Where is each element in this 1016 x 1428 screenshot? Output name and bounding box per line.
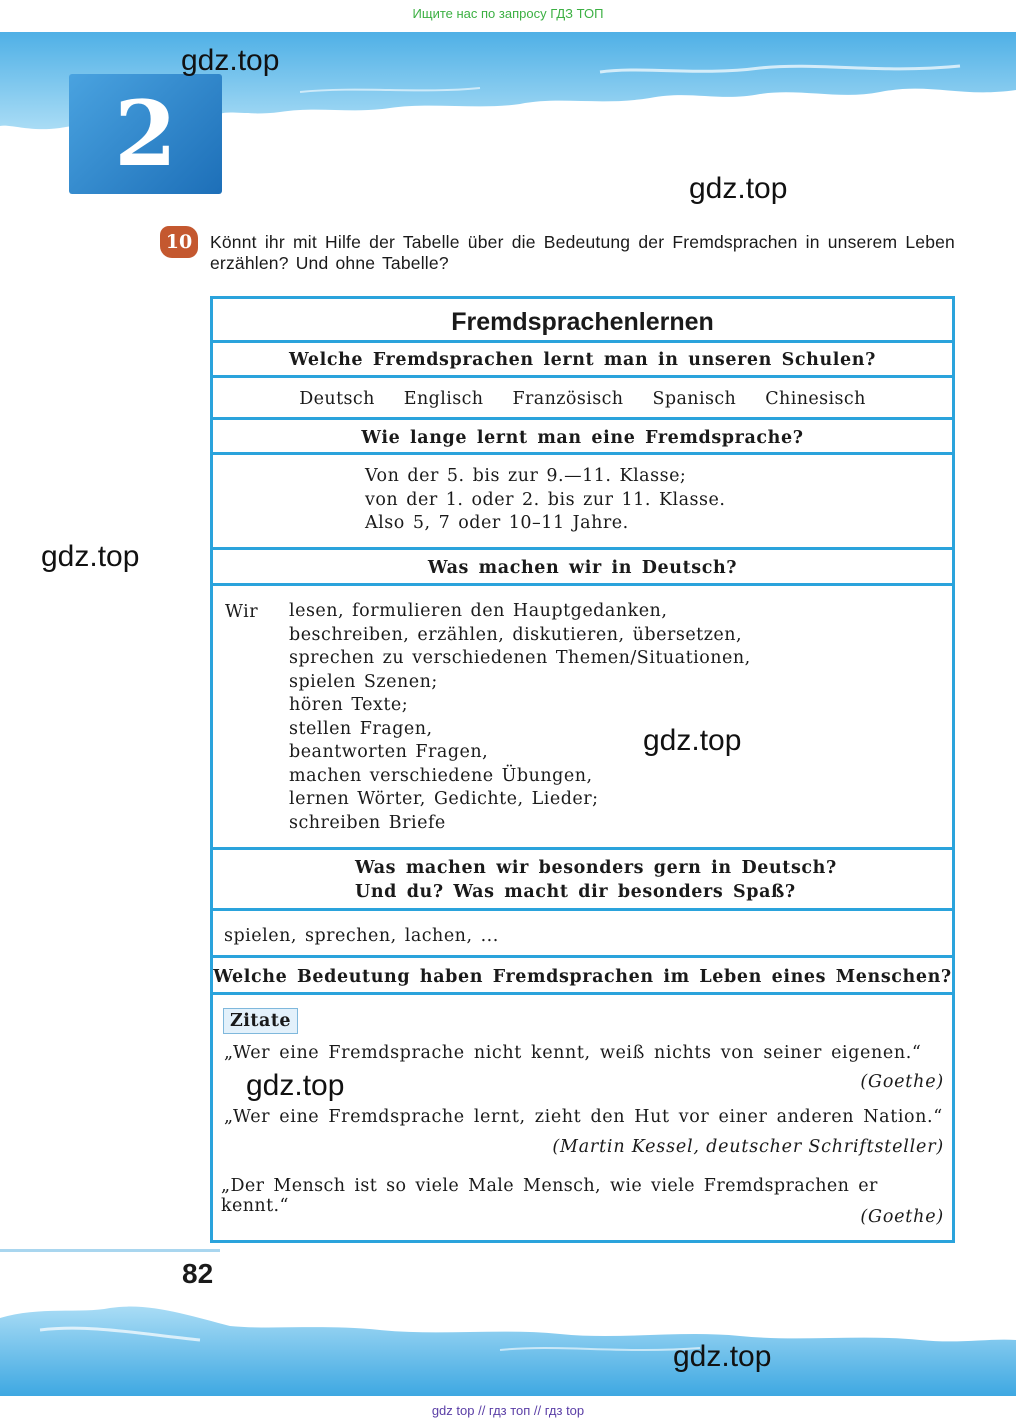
question-meaning: Welche Bedeutung haben Fremdsprachen im Leben eines Menschen?	[213, 967, 952, 987]
table-title: Fremdsprachenlernen	[451, 308, 714, 336]
languages-row	[213, 385, 952, 413]
language-item: Spanisch	[652, 389, 737, 409]
language-item: Französisch	[512, 389, 624, 409]
activity-line: sprechen zu verschiedenen Themen/Situationen,	[289, 648, 751, 668]
fremdsprachen-table	[210, 296, 955, 1243]
quote-author: (Goethe)	[860, 1072, 944, 1092]
question-activities: Was machen wir in Deutsch?	[427, 558, 738, 578]
page-number-rule	[0, 1249, 220, 1252]
duration-text	[365, 465, 925, 536]
zitate-label: Zitate	[223, 1008, 298, 1034]
question-languages: Welche Fremdsprachen lernt man in unseren Schulen?	[289, 350, 876, 370]
page-number: 82	[182, 1258, 214, 1289]
activity-line: machen verschiedene Übungen,	[289, 765, 593, 786]
activities-list	[289, 600, 929, 835]
question-favorites-line: Was machen wir besonders gern in Deutsch?	[355, 858, 837, 878]
duration-line: Von der 5. bis zur 9.—11. Klasse;	[365, 466, 687, 486]
duration-line: von der 1. oder 2. bis zur 11. Klasse.	[365, 489, 726, 510]
language-item: Chinesisch	[765, 389, 866, 409]
favorites-text: spielen, sprechen, lachen, ...	[224, 926, 499, 946]
task-instruction: Könnt ihr mit Hilfe der Tabelle über die Bedeutung der Fremdsprachen in unserem Leben erzählen? Und ohne Tabelle?	[210, 232, 955, 273]
quote-text: „Wer eine Fremdsprache lernt, zieht den Hut vor einer anderen Nation.“	[224, 1107, 943, 1127]
activity-line: hören Texte;	[289, 695, 409, 715]
language-item: Englisch	[403, 389, 484, 409]
activities-subject: Wir	[225, 602, 259, 622]
activity-line: stellen Fragen,	[289, 718, 433, 739]
chapter-number: 2	[114, 81, 177, 187]
question-favorites-line: Und du? Was macht dir besonders Spaß?	[355, 882, 796, 902]
watermark: gdz.top	[643, 724, 742, 757]
activity-line: beschreiben, erzählen, diskutieren, übersetzen,	[289, 624, 743, 645]
watermark: gdz.top	[41, 540, 140, 573]
quote-author: (Martin Kessel, deutscher Schriftsteller)	[552, 1137, 944, 1157]
quote-text: „Der Mensch ist so viele Male Mensch, wie viele Fremdsprachen er kennt.“	[221, 1176, 878, 1216]
top-note: Ищите нас по запросу ГДЗ ТОП	[412, 6, 604, 21]
quote-author: (Goethe)	[860, 1207, 944, 1227]
activity-line: lesen, formulieren den Hauptgedanken,	[289, 601, 668, 621]
activity-line: schreiben Briefe	[289, 812, 446, 833]
task-number-badge: 10	[160, 226, 198, 258]
activity-line: lernen Wörter, Gedichte, Lieder;	[289, 789, 599, 809]
chapter-badge	[69, 74, 222, 194]
watermark: gdz.top	[689, 172, 788, 205]
bottom-note: gdz top // гдз топ // гдз top	[431, 1403, 585, 1418]
question-favorites	[213, 856, 952, 904]
watermark: gdz.top	[673, 1340, 772, 1373]
duration-line: Also 5, 7 oder 10–11 Jahre.	[365, 513, 629, 533]
sky-banner-bottom	[0, 1300, 1016, 1396]
watermark: gdz.top	[246, 1069, 345, 1102]
watermark: gdz.top	[181, 44, 280, 77]
language-item: Deutsch	[299, 389, 375, 409]
activity-line: beantworten Fragen,	[289, 742, 489, 762]
quote-text: „Wer eine Fremdsprache nicht kennt, weiß nichts von seiner eigenen.“	[224, 1043, 922, 1063]
question-duration: Wie lange lernt man eine Fremdsprache?	[361, 428, 804, 448]
activity-line: spielen Szenen;	[289, 671, 438, 692]
